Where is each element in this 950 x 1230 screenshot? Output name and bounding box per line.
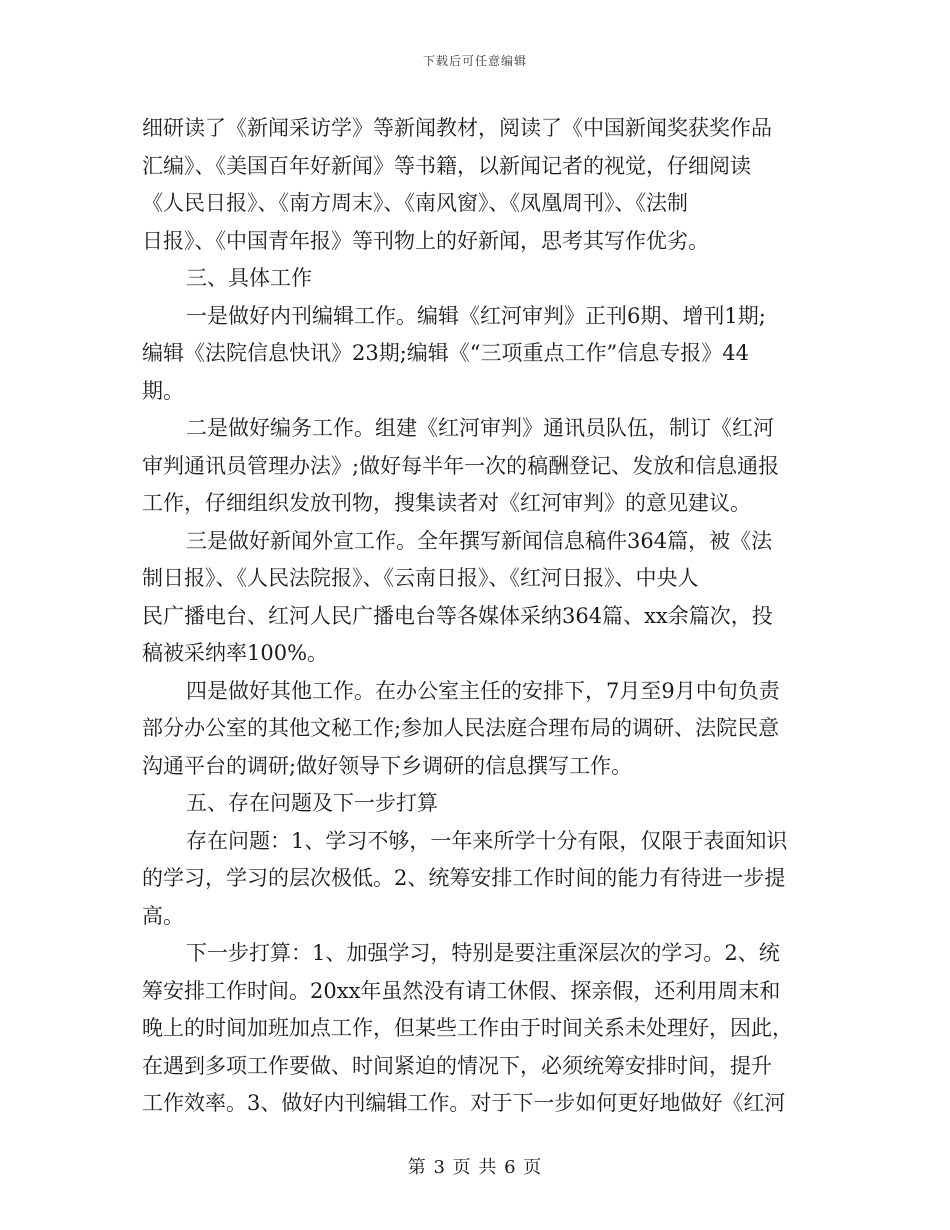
document-body <box>142 110 810 1123</box>
text-line: 存在问题：1、学习不够，一年来所学十分有限，仅限于表面知识 <box>186 828 788 853</box>
text-line: 在遇到多项工作要做、时间紧迫的情况下，必须统筹安排时间，提升 <box>142 1053 772 1078</box>
text-line: 审判通讯员管理办法》;做好每半年一次的稿酬登记、发放和信息通报 <box>142 453 780 478</box>
page-header: 下载后可任意编辑 <box>422 54 527 68</box>
text-line: 日报》、《中国青年报》等刊物上的好新闻，思考其写作优劣。 <box>142 228 709 253</box>
text-line: 的学习，学习的层次极低。2、统筹安排工作时间的能力有待进一步提 <box>142 866 786 890</box>
text-line: 工作，仔细组织发放刊物，搜集读者对《红河审判》的意见建议。 <box>142 491 751 515</box>
text-line: 部分办公室的其他文秘工作;参加人民法庭合理布局的调研、法院民意 <box>142 716 780 740</box>
text-line: 细研读了《新闻采访学》等新闻教材，阅读了《中国新闻奖获奖作品 <box>142 116 772 140</box>
text-line: 筹安排工作时间。20xx年虽然没有请工休假、探亲假，还利用周末和 <box>142 978 781 1003</box>
text-line: 《人民日报》、《南方周末》、《南风窗》、《凤凰周刊》、《法制 <box>142 191 688 215</box>
text-line: 下一步打算：1、加强学习，特别是要注重深层次的学习。2、统 <box>186 941 780 965</box>
text-line: 沟通平台的调研;做好领导下乡调研的信息撰写工作。 <box>142 753 633 778</box>
page-number: 第 3 页 共 6 页 <box>407 1157 543 1178</box>
text-line: 二是做好编务工作。组建《红河审判》通讯员队伍，制订《红河 <box>186 416 774 440</box>
text-line: 工作效率。3、做好内刊编辑工作。对于下一步如何更好地做好《红河 <box>142 1091 786 1115</box>
section-heading: 五、存在问题及下一步打算 <box>186 791 438 815</box>
text-line: 三是做好新闻外宣工作。全年撰写新闻信息稿件364篇，被《法 <box>186 528 773 553</box>
text-line: 汇编》、《美国百年好新闻》等书籍，以新闻记者的视觉，仔细阅读 <box>142 153 751 178</box>
text-line: 编辑《法院信息快讯》23期;编辑《“三项重点工作”信息专报》44 <box>142 341 749 365</box>
text-line: 期。 <box>142 378 184 403</box>
text-line: 制日报》、《人民法院报》、《云南日报》、《红河日报》、中央人 <box>142 566 699 590</box>
text-line: 四是做好其他工作。在办公室主任的安排下，7月至9月中旬负责 <box>186 678 780 703</box>
text-line: 一是做好内刊编辑工作。编辑《红河审判》正刊6期、增刊1期; <box>186 303 766 328</box>
section-heading: 三、具体工作 <box>186 266 312 290</box>
text-line: 晚上的时间加班加点工作，但某些工作由于时间关系未处理好，因此， <box>142 1016 793 1040</box>
text-line: 高。 <box>142 903 184 928</box>
text-line: 民广播电台、红河人民广播电台等各媒体采纳364篇、xx余篇次，投 <box>142 603 773 628</box>
text-line: 稿被采纳率100%。 <box>142 641 329 665</box>
